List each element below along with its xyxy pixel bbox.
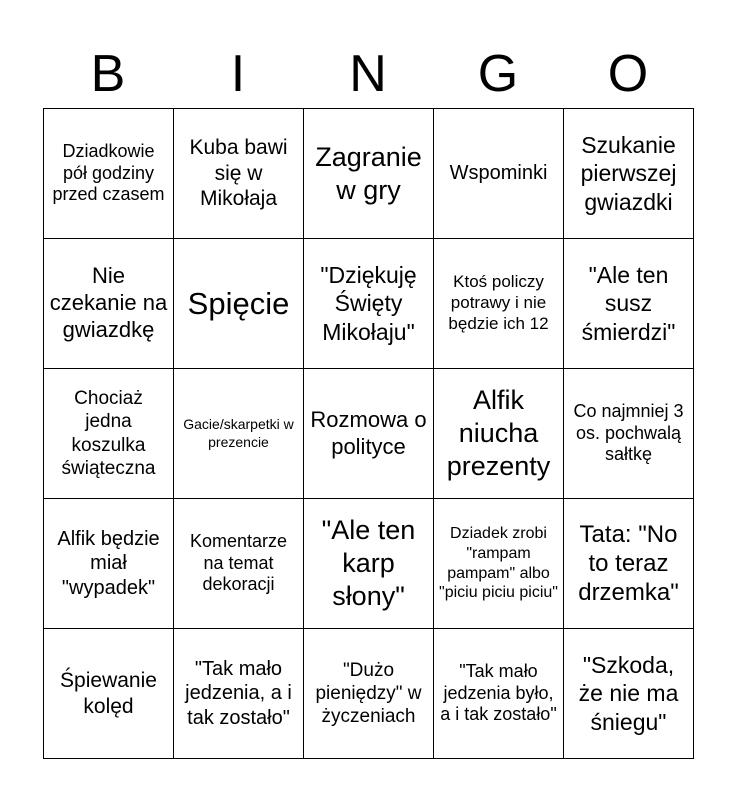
board-row <box>44 109 694 239</box>
bingo-cell[interactable]: Alfik niucha prezenty <box>434 369 564 499</box>
bingo-cell[interactable]: "Dziękuję Święty Mikołaju" <box>304 239 434 369</box>
bingo-cell[interactable]: "Dużo pieniędzy" w życzeniach <box>304 629 434 759</box>
bingo-cell[interactable]: "Ale ten susz śmierdzi" <box>564 239 694 369</box>
header-letter-o: O <box>607 45 649 103</box>
bingo-cell[interactable]: Chociaż jedna koszulka świąteczna <box>44 369 174 499</box>
board-row <box>44 629 694 759</box>
bingo-cell[interactable]: Ktoś policzy potrawy i nie będzie ich 12 <box>434 239 564 369</box>
bingo-cell[interactable]: Komentarze na temat dekoracji <box>174 499 304 629</box>
bingo-cell[interactable]: Śpiewanie kolęd <box>44 629 174 759</box>
bingo-cell[interactable]: "Tak mało jedzenia, a i tak zostało" <box>174 629 304 759</box>
board-row <box>44 369 694 499</box>
bingo-header <box>43 40 693 108</box>
board-row <box>44 239 694 369</box>
bingo-cell[interactable]: Alfik będzie miał "wypadek" <box>44 499 174 629</box>
header-letter-n: N <box>349 45 387 103</box>
bingo-cell[interactable]: Kuba bawi się w Mikołaja <box>174 109 304 239</box>
header-letter-i: I <box>230 45 246 103</box>
bingo-cell[interactable]: Zagranie w gry <box>304 109 434 239</box>
bingo-cell[interactable]: Dziadek zrobi "rampam pampam" albo "piciu piciu piciu" <box>434 499 564 629</box>
bingo-cell[interactable]: Szukanie pierwszej gwiazdki <box>564 109 694 239</box>
bingo-cell[interactable]: Wspominki <box>434 109 564 239</box>
header-letter-b: B <box>90 45 126 103</box>
bingo-board <box>43 108 694 759</box>
bingo-cell[interactable]: Rozmowa o polityce <box>304 369 434 499</box>
bingo-cell[interactable]: Dziadkowie pół godziny przed czasem <box>44 109 174 239</box>
bingo-cell[interactable]: "Szkoda, że nie ma śniegu" <box>564 629 694 759</box>
bingo-cell[interactable]: Tata: "No to teraz drzemka" <box>564 499 694 629</box>
bingo-cell[interactable]: "Ale ten karp słony" <box>304 499 434 629</box>
bingo-cell[interactable]: Spięcie <box>174 239 304 369</box>
bingo-cell[interactable]: Nie czekanie na gwiazdkę <box>44 239 174 369</box>
bingo-cell[interactable]: Co najmniej 3 os. pochwalą sałtkę <box>564 369 694 499</box>
header-letter-g: G <box>477 45 519 103</box>
board-row <box>44 499 694 629</box>
bingo-cell[interactable]: "Tak mało jedzenia było, a i tak zostało" <box>434 629 564 759</box>
bingo-cell[interactable]: Gacie/skarpetki w prezencie <box>174 369 304 499</box>
